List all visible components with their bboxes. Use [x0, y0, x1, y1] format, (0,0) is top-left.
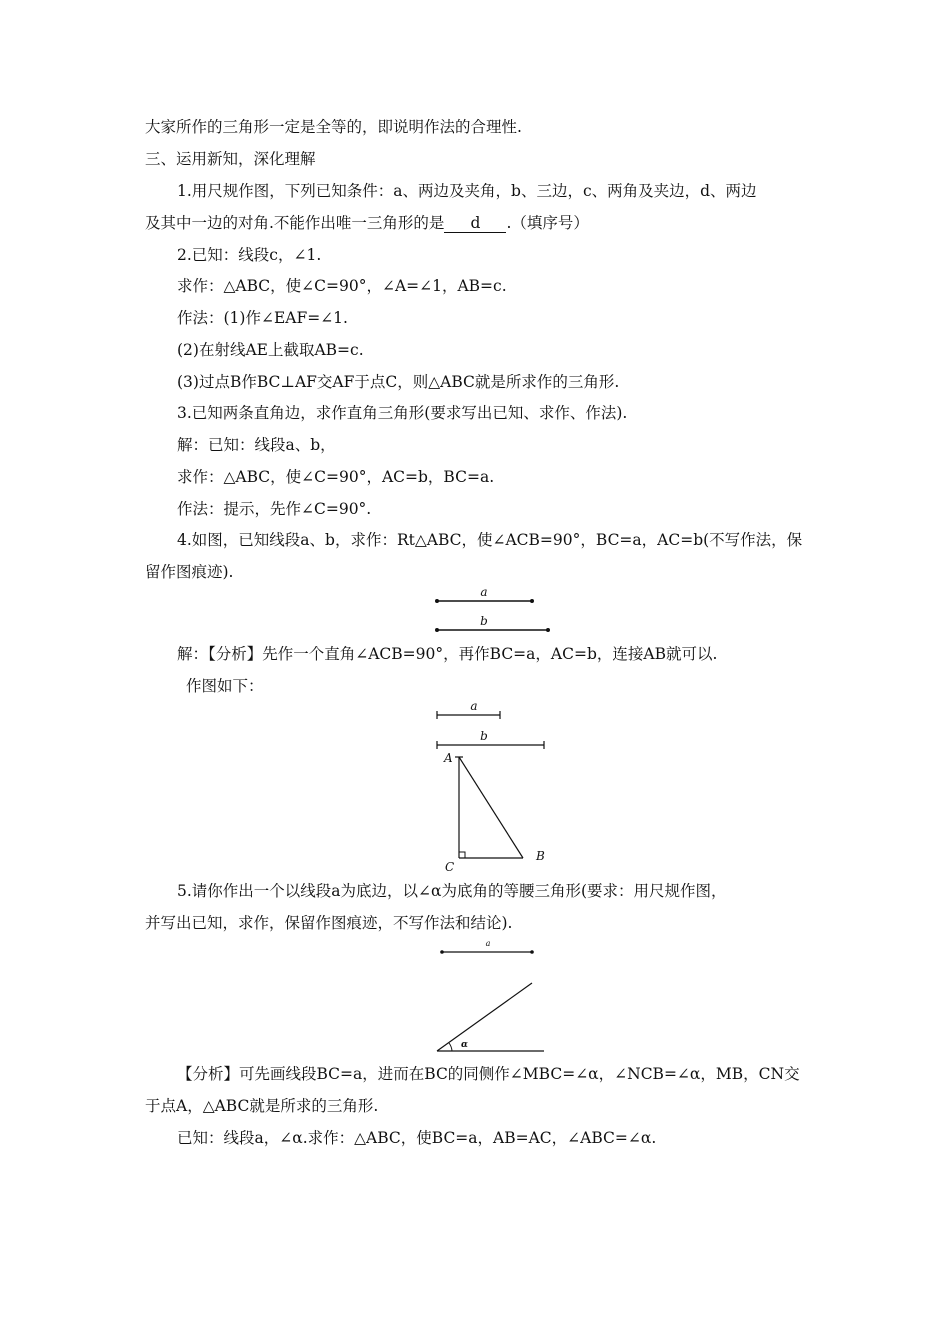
segment-a-label: a [480, 585, 488, 599]
text-line-1: 大家所作的三角形一定是全等的，即说明作法的合理性. [145, 118, 522, 136]
text-line-16: 解：【分析】先作一个直角∠ACB=90°，再作BC=a，AC=b，连接AB就可以. [177, 645, 718, 663]
text-line-8: (2)在射线AE上截取AB=c. [177, 341, 364, 359]
text-line-11: 解：已知：线段a、b， [177, 436, 336, 454]
fig3-segment-a-label: a [485, 939, 491, 948]
text-line-9: (3)过点B作BC⊥AF交AF于点C，则△ABC就是所求作的三角形. [177, 373, 620, 391]
fig2-segment-b-label: b [480, 729, 488, 743]
figure-right-triangle [437, 699, 545, 874]
text-line-13: 作法：提示，先作∠C=90°. [177, 500, 372, 518]
answer-blank: d [444, 215, 506, 233]
vertex-c-label: C [445, 860, 455, 874]
text-line-21: 于点A，△ABC就是所求的三角形. [145, 1097, 379, 1115]
section-heading: 三、运用新知，深化理解 [145, 150, 316, 168]
angle-alpha-label: α [461, 1040, 468, 1050]
fig2-segment-a-label: a [470, 699, 478, 713]
text-line-6: 求作：△ABC，使∠C=90°，∠A=∠1，AB=c. [177, 277, 507, 295]
text-line-18: 5.请你作出一个以线段a为底边，以∠α为底角的等腰三角形(要求：用尺规作图， [177, 882, 727, 900]
text-line-5: 2.已知：线段c，∠1. [177, 246, 322, 264]
vertex-b-label: B [536, 849, 545, 863]
text-line-17: 作图如下： [186, 677, 264, 695]
text-line-22: 已知：线段a，∠α.求作：△ABC，使BC=a，AB=AC，∠ABC=∠α. [177, 1129, 657, 1147]
text-line-19: 并写出已知，求作，保留作图痕迹，不写作法和结论). [145, 914, 513, 932]
text-line-7: 作法：(1)作∠EAF=∠1. [177, 309, 348, 327]
text-line-10: 3.已知两条直角边，求作直角三角形(要求写出已知、求作、作法). [177, 404, 628, 422]
text-line-12: 求作：△ABC，使∠C=90°，AC=b，BC=a. [177, 468, 495, 486]
answer-suffix: .（填序号） [506, 214, 589, 232]
text-line-20: 【分析】可先画线段BC=a，进而在BC的同侧作∠MBC=∠α，∠NCB=∠α，MB，CN交 [177, 1065, 800, 1083]
vertex-a-label: A [444, 751, 453, 765]
text-line-14: 4.如图，已知线段a、b，求作：Rt△ABC，使∠ACB=90°，BC=a，AC=b(不写作法，保 [177, 531, 803, 549]
figure-given-segments [435, 585, 550, 632]
figure-segment-and-angle [437, 939, 544, 1051]
question-text: 及其中一边的对角.不能作出唯一三角形的是 [145, 214, 445, 232]
text-line-3: 1.用尺规作图，下列已知条件：a、两边及夹角，b、三边，c、两角及夹边，d、两边 [177, 182, 757, 200]
segment-b-label: b [480, 614, 488, 628]
text-line-15: 留作图痕迹). [145, 563, 234, 581]
